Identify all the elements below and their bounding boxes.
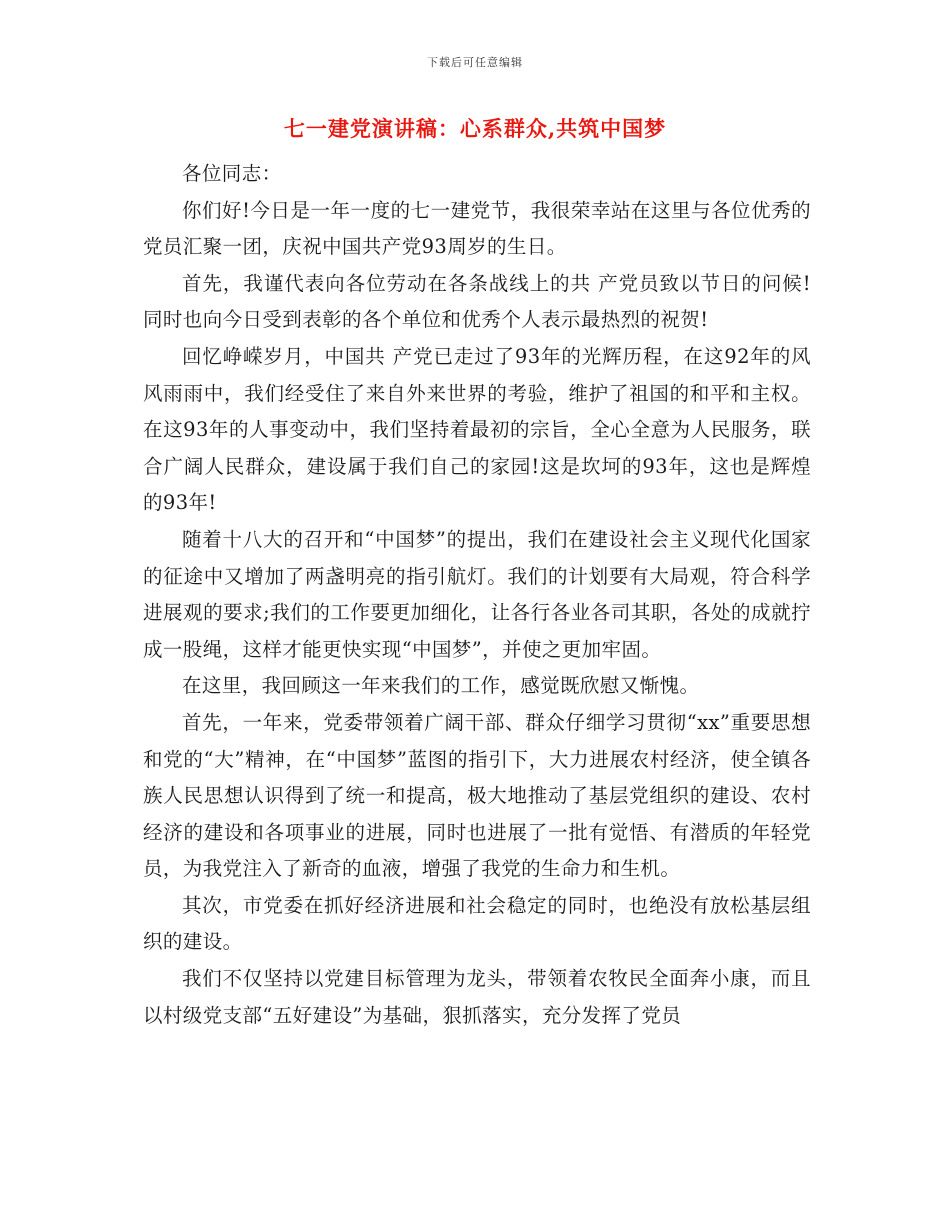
paragraph-salutation: 各位同志：	[182, 162, 282, 185]
paragraph-second-point: 其次，市党委在抓好经济进展和社会稳定的同时，也绝没有放松基层组织的建设。	[143, 893, 811, 954]
paragraph-greeting: 你们好!今日是一年一度的七一建党节，我很荣幸站在这里与各位优秀的党员汇聚一团，庆祝中国共产党93周岁的生日。	[143, 198, 811, 259]
document-title: 七一建党演讲稿：心系群众,共筑中国梦	[283, 116, 667, 141]
page-header-note: 下载后可任意编辑	[427, 56, 523, 69]
paragraph-first-point: 首先，一年来，党委带领着广阔干部、群众仔细学习贯彻“xx”重要思想和党的“大”精神，在“中国梦”蓝图的指引下，大力进展农村经济，使全镇各族人民思想认识得到了统一和提高，极大地推动了基层党组织的建设、农村经济的建设和各项事业的进展，同时也进展了一批有觉悟、有潜质的年轻党员，为我党注入了新奇的血液，增强了我党的生命力和生机。	[143, 710, 811, 881]
document-body	[143, 156, 811, 1034]
paragraph-china-dream: 随着十八大的召开和“中国梦”的提出，我们在建设社会主义现代化国家的征途中又增加了两盏明亮的指引航灯。我们的计划要有大局观，符合科学进展观的要求;我们的工作要更加细化，让各行各业各司其职，各处的成就拧成一股绳，这样才能更快实现“中国梦”，并使之更加牢固。	[143, 527, 811, 661]
paragraph-third-point: 我们不仅坚持以党建目标管理为龙头，带领着农牧民全面奔小康，而且以村级党支部“五好建设”为基础，狠抓落实，充分发挥了党员	[143, 967, 811, 1027]
paragraph-history: 回忆峥嵘岁月，中国共 产党已走过了93年的光辉历程，在这92年的风风雨雨中，我们经受住了来自外来世界的考验，维护了祖国的和平和主权。在这93年的人事变动中，我们坚持着最初的宗旨，全心全意为人民服务，联合广阔人民群众，建设属于我们自己的家园!这是坎坷的93年，这也是辉煌的93年!	[143, 344, 811, 515]
paragraph-review: 在这里，我回顾这一年来我们的工作，感觉既欣慰又惭愧。	[182, 674, 700, 698]
paragraph-regards: 首先，我谨代表向各位劳动在各条战线上的共 产党员致以节日的问候!同时也向今日受到表彰的各个单位和优秀个人表示最热烈的祝贺!	[143, 271, 811, 332]
